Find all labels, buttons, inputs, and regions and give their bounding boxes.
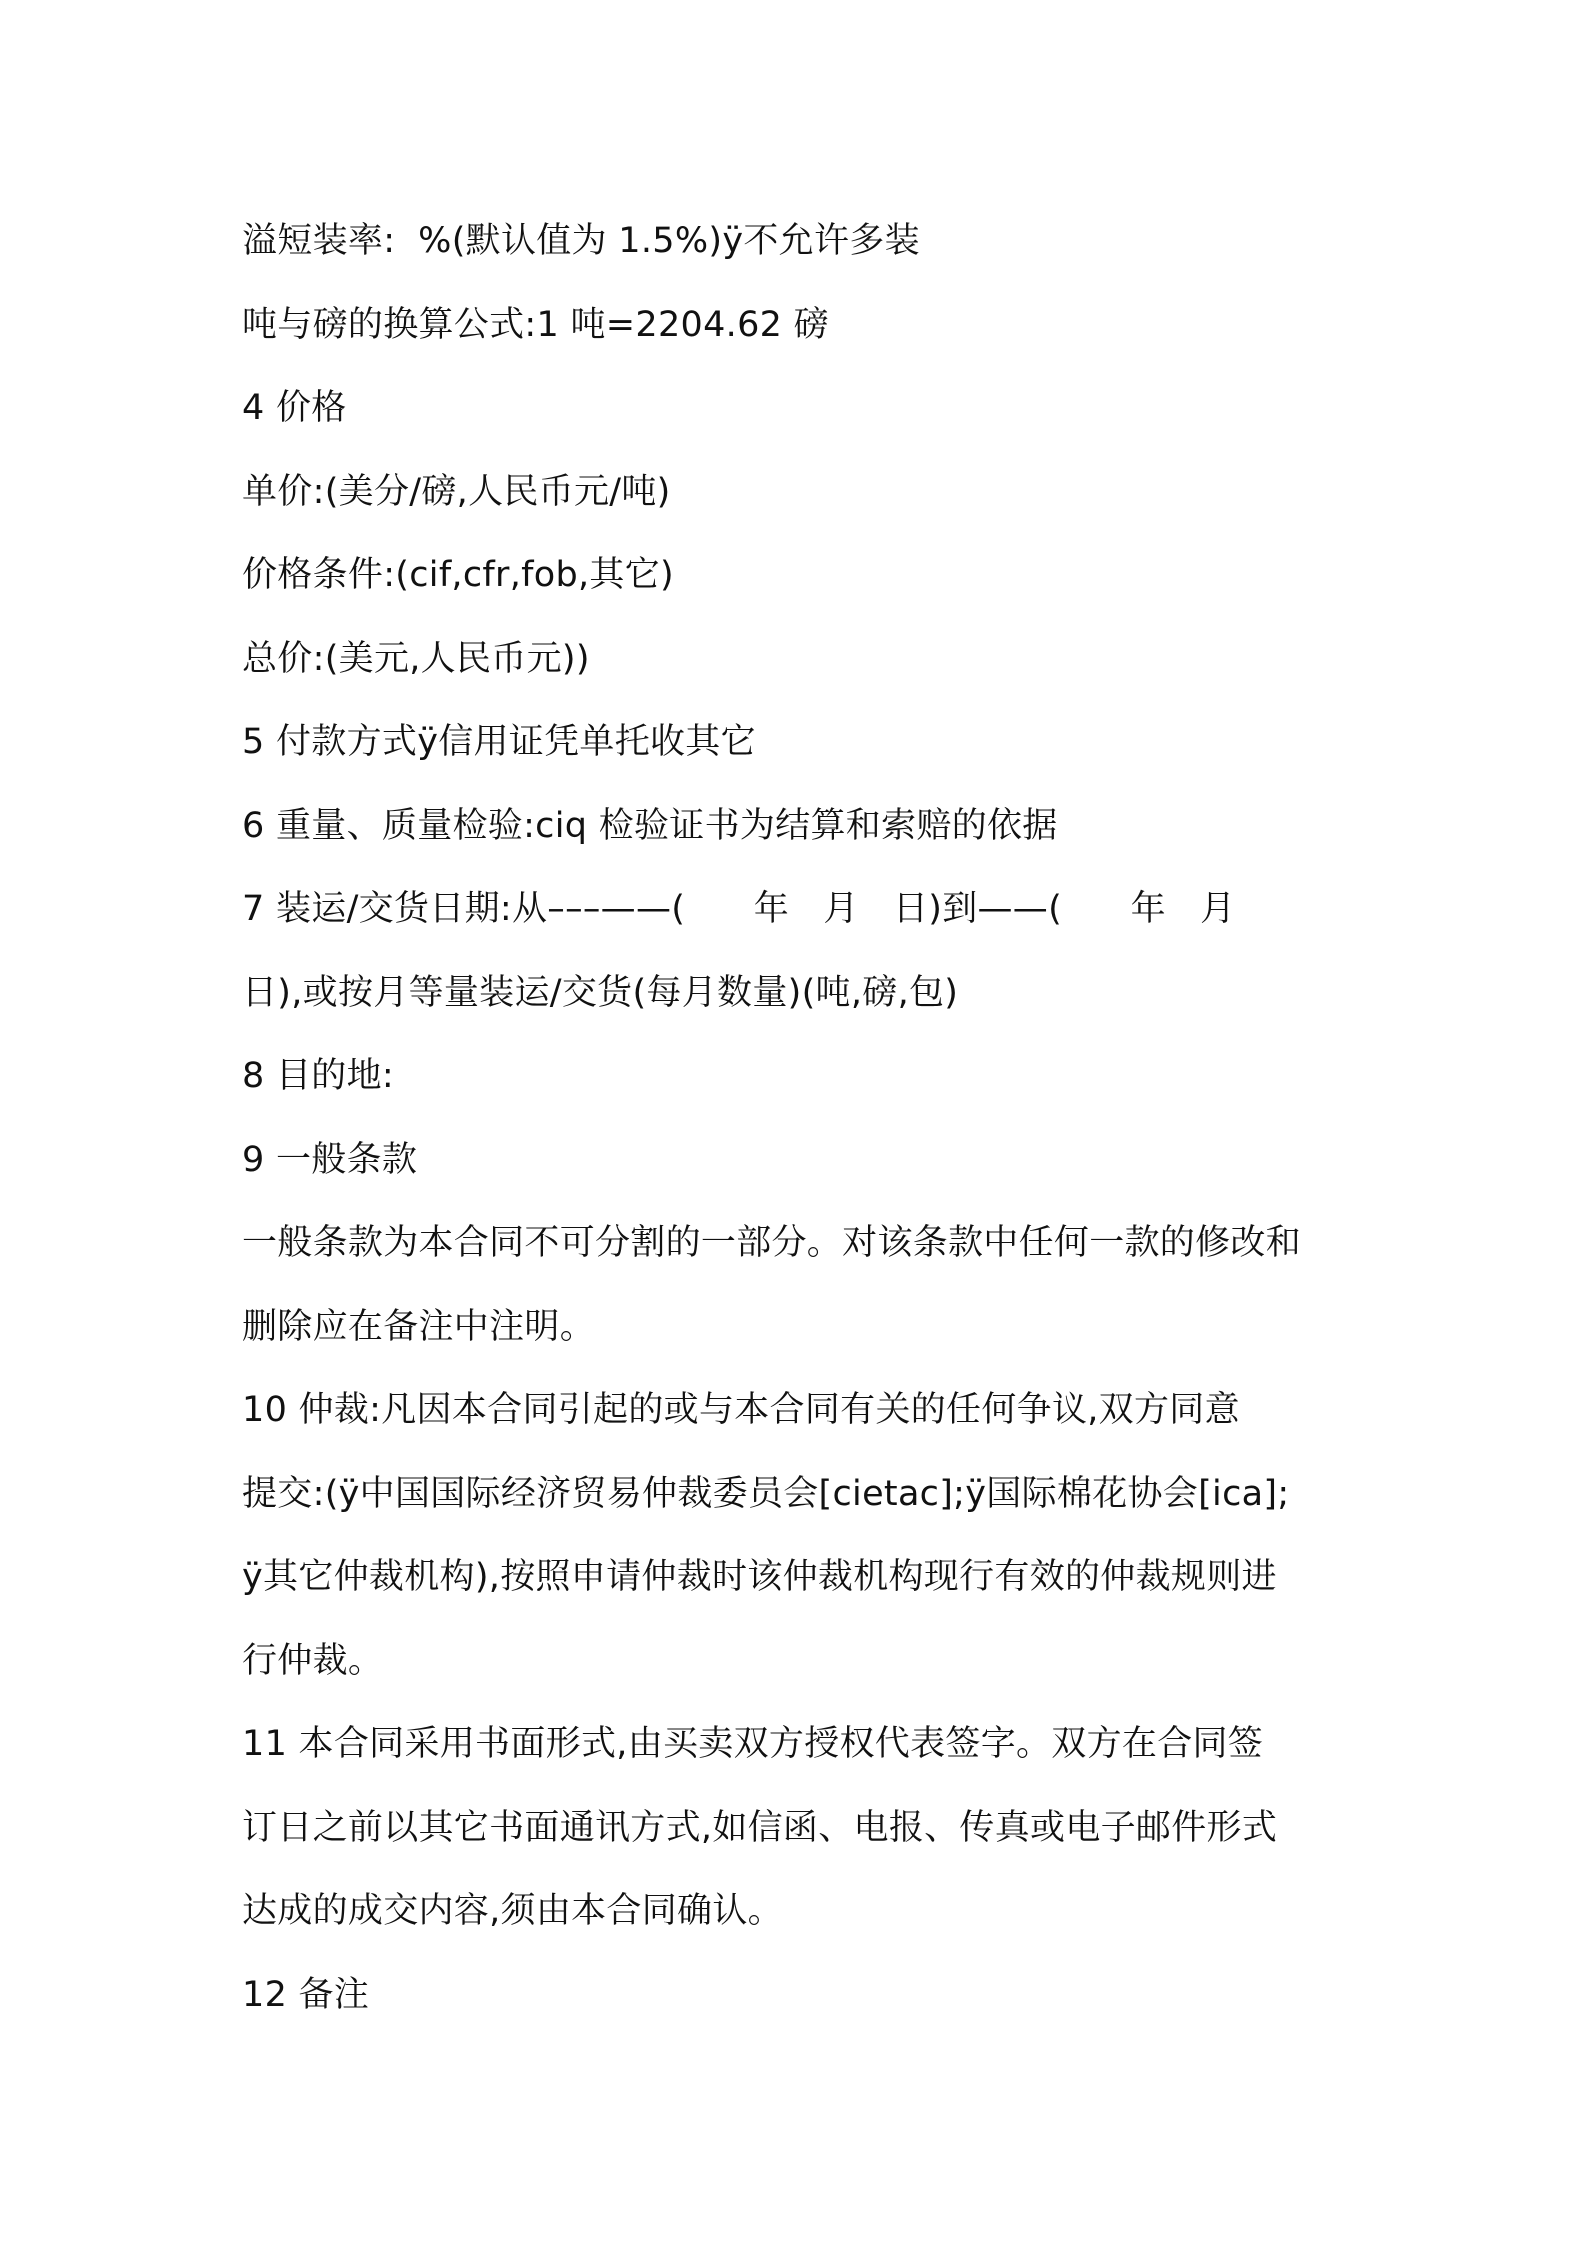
section-8-destination-line: 8 目的地:: [242, 1056, 394, 1096]
general-terms-line-1: 一般条款为本合同不可分割的一部分。对该条款中任何一款的修改和: [242, 1223, 1302, 1263]
section-11-line-1: 11 本合同采用书面形式,由买卖双方授权代表签字。双方在合同签: [242, 1724, 1264, 1764]
section-11-line-2: 订日之前以其它书面通讯方式,如信函、电报、传真或电子邮件形式: [242, 1807, 1278, 1848]
section-10-arbitration-line-2: 提交:(ÿ中国国际经济贸易仲裁委员会[cietac];ÿ国际棉花协会[ica];: [242, 1473, 1290, 1514]
section-6-inspection-line: 6 重量、质量检验:ciq 检验证书为结算和索赔的依据: [242, 805, 1058, 846]
section-5-payment-line: 5 付款方式ÿ信用证凭单托收其它: [242, 722, 756, 762]
price-terms-line: 价格条件:(cif,cfr,fob,其它): [242, 555, 674, 595]
document-body: [242, 200, 1362, 2037]
section-11-line-3: 达成的成交内容,须由本合同确认。: [242, 1891, 783, 1931]
general-terms-line-2: 删除应在备注中注明。: [242, 1306, 596, 1347]
section-7-shipment-line-cont: 日),或按月等量装运/交货(每月数量)(吨,磅,包): [242, 972, 959, 1013]
section-7-shipment-line: 7 装运/交货日期:从–––——( 年 月 日)到——( 年 月: [242, 889, 1236, 929]
unit-price-line: 单价:(美分/磅,人民币元/吨): [242, 471, 671, 512]
section-10-arbitration-line-3: ÿ其它仲裁机构),按照申请仲裁时该仲裁机构现行有效的仲裁规则进: [242, 1557, 1277, 1597]
section-12-remarks-heading: 12 备注: [242, 1974, 370, 2015]
total-price-line: 总价:(美元,人民币元)): [242, 638, 590, 679]
section-9-heading: 9 一般条款: [242, 1139, 418, 1180]
section-10-arbitration-line-1: 10 仲裁:凡因本合同引起的或与本合同有关的任何争议,双方同意: [242, 1390, 1240, 1430]
ton-pound-formula-line: 吨与磅的换算公式:1 吨=2204.62 磅: [242, 304, 829, 345]
section-4-heading: 4 价格: [242, 388, 347, 428]
section-10-arbitration-line-4: 行仲裁。: [242, 1640, 384, 1681]
overshort-rate-line: 溢短装率: %(默认值为 1.5%)ÿ不允许多装: [242, 221, 920, 261]
